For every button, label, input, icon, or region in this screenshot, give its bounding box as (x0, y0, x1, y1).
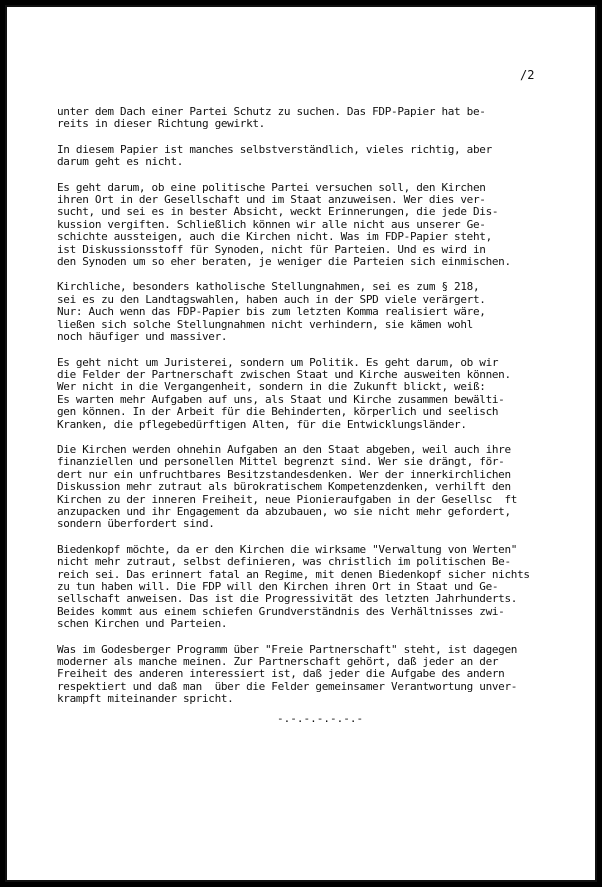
paragraph-3: Es geht darum, ob eine politische Partei versuchen soll, den Kirchen ihren Ort in der Gesellschaft und im Staat anzuweisen. Wer dies ver- sucht, und sei es in bester Absicht, weckt Erinnerungen, die jede Dis- kussion vergiften. Schließlich können wir alle nicht aus unserer Ge- schichte aussteigen, auch die Kirchen nicht. Was im FDP-Papier steht, ist Diskussionsstoff für Synoden, nicht für Parteien. Und es wird in den Synoden um so eher beraten, je weniger die Parteien sich einmischen. (57, 180, 511, 269)
document-page (5, 5, 597, 882)
paragraph-5: Es geht nicht um Juristerei, sondern um Politik. Es geht darum, ob wir die Felder der Partnerschaft zwischen Staat und Kirche ausweiten können. Wer nicht in die Vergangenheit, sondern in die Zukunft blickt, weiß: Es warten mehr Aufgaben auf uns, als Staat und Kirche zusammen bewälti- gen können. In der Arbeit für die Behinderten, körperlich und seelisch Kranken, die pflegebedürftigen Alten, für die Entwicklungsländer. (57, 355, 511, 431)
paragraph-8: Was im Godesberger Programm über "Freie Partnerschaft" steht, ist dagegen moderner als manche meinen. Zur Partnerschaft gehört, daß jeder an der Freiheit des anderen interessiert ist, daß jeder die Aufgabe des andern respektiert und daß man über die Felder gemeinsamer Verantwortung unver- krampft miteinander spricht. (57, 642, 518, 706)
body-text (57, 106, 595, 719)
paragraph-6: Die Kirchen werden ohnehin Aufgaben an den Staat abgeben, weil auch ihre finanziellen und personellen Mittel begrenzt sind. Wer sie drängt, för- dert nur ein unfruchtbares Besitzstandesdenken. Wer der innerkirchlichen Diskussion mehr zutraut als bürokratischem Kompetenzdenken, verhilft den Kirchen zu der inneren Freiheit, neue Pionieraufgaben in der Gesellsc ft anzupacken und ihr Engagement da abzubauen, wo sie nicht mehr gefordert, sondern überfordert sind. (57, 442, 518, 531)
paragraph-4: Kirchliche, besonders katholische Stellungnahmen, sei es zum § 218, sei es zu den Landtagswahlen, haben auch in der SPD viele verärgert. Nur: Auch wenn das FDP-Papier bis zum letzten Komma realisiert wäre, ließen sich solche Stellungnahmen nicht verhindern, sie kämen wohl noch häufiger und massiver. (57, 280, 486, 344)
paragraph-2: In diesem Papier ist manches selbstverständlich, vieles richtig, aber darum geht es nicht. (57, 142, 492, 169)
paragraph-1: unter dem Dach einer Partei Schutz zu suchen. Das FDP-Papier hat be- reits in dieser Richtung gewirkt. (57, 105, 486, 131)
paragraph-7: Biedenkopf möchte, da er den Kirchen die wirksame "Verwaltung von Werten" nicht mehr zutraut, selbst definieren, was christlich im politischen Be- reich sei. Das erinnert fatal an Regime, mit denen Biedenkopf sicher nichts zu tun haben will. Die FDP will den Kirchen ihren Ort in Staat und Ge- sellschaft anweisen. Das ist die Progressivität des letzten Jahrhunderts. Beides kommt aus einem schiefen Grundverständnis des Verhältnisses zwi- schen Kirchen und Parteien. (57, 542, 530, 631)
closing-divider: -.-.-.-.-.-.- (277, 712, 364, 725)
page-number: /2 (520, 68, 535, 82)
